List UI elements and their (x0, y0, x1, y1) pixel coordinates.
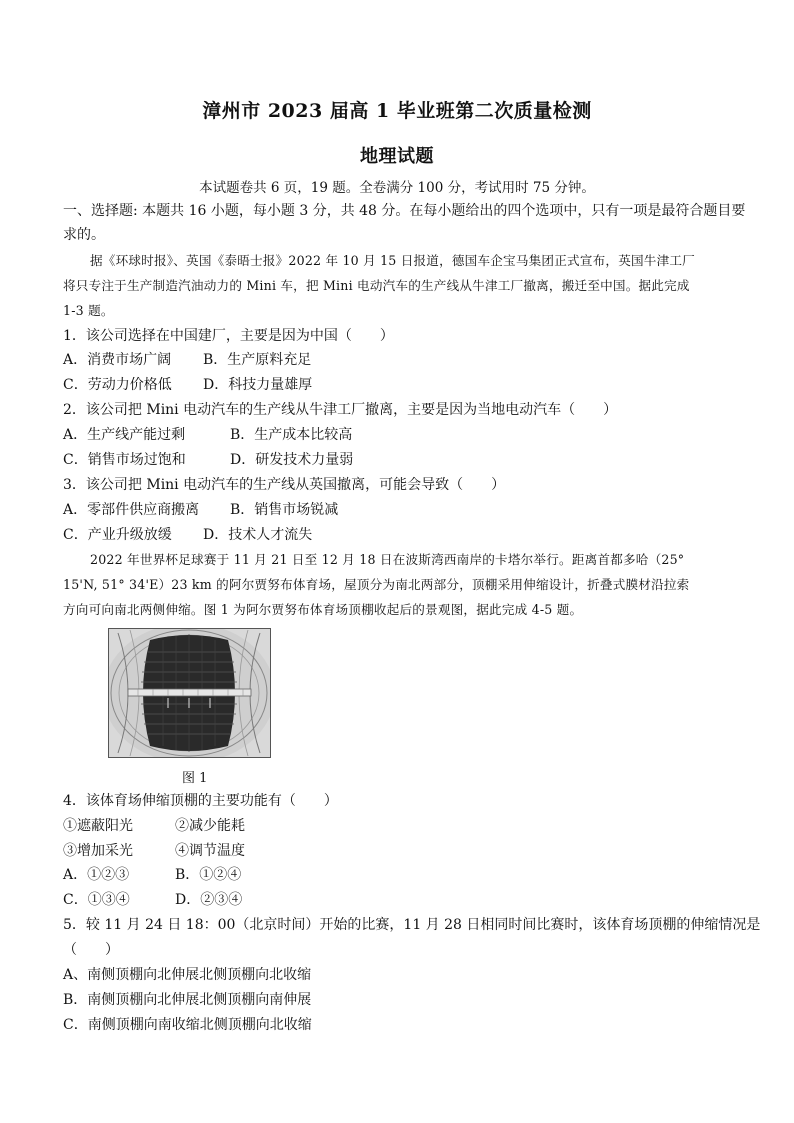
q1-option-a: A．消费市场广阔 (63, 352, 172, 368)
q2-option-a: A．生产线产能过剩 (63, 427, 186, 443)
q2-option-c: C．销售市场过饱和 (63, 452, 186, 468)
q3-option-a: A．零部件供应商搬离 (63, 502, 200, 518)
passage1-line3: 1-3 题。 (63, 303, 114, 318)
passage1-line2: 将只专注于生产制造汽油动力的 Mini 车，把 Mini 电动汽车的生产线从牛津工厂撤离，搬迁至中国。据此完成 (63, 278, 690, 293)
q5-option-b: B．南侧顶棚向北伸展北侧顶棚向南伸展 (63, 992, 312, 1008)
q2-stem: 2．该公司把 Mini 电动汽车的生产线从牛津工厂撤离，主要是因为当地电动汽车（ ） (63, 402, 618, 418)
passage2-line1: 2022 年世界杯足球赛于 11 月 21 日至 12 月 18 日在波斯湾西南岸的卡塔尔举行。距离首都多哈（25° (90, 552, 685, 567)
q5-stem-cont: （ ） (63, 942, 119, 958)
q4-option-b: B．①②④ (175, 867, 242, 883)
q4-option-a: A．①②③ (63, 867, 130, 883)
q3-option-d: D．技术人才流失 (203, 527, 313, 543)
q4-item-4: ④调节温度 (175, 843, 245, 859)
q4-option-d: D．②③④ (175, 892, 243, 908)
q2-option-b: B．生产成本比较高 (230, 427, 353, 443)
q1-option-b: B．生产原料充足 (203, 352, 312, 368)
figure-caption: 图 1 (182, 771, 208, 786)
stadium-roof-illustration (108, 628, 271, 758)
q4-stem: 4．该体育场伸缩顶棚的主要功能有（ ） (63, 793, 338, 809)
q3-stem: 3．该公司把 Mini 电动汽车的生产线从英国撤离，可能会导致（ ） (63, 477, 506, 493)
stadium-roof-photo (108, 628, 271, 758)
passage2-line2: 15'N, 51° 34'E）23 km 的阿尔贾努布体育场，屋顶分为南北两部分，顶棚采用伸缩设计，折叠式膜材沿拉索 (63, 577, 690, 592)
q4-item-3: ③增加采光 (63, 843, 133, 859)
q1-stem: 1．该公司选择在中国建厂，主要是因为中国（ ） (63, 328, 394, 344)
q5-option-a: A、南侧顶棚向北伸展北侧顶棚向北收缩 (63, 967, 312, 983)
q3-option-b: B．销售市场锐减 (230, 502, 339, 518)
section-heading-cont: 求的。 (63, 227, 105, 243)
passage2-line3: 方向可向南北两侧伸缩。图 1 为阿尔贾努布体育场顶棚收起后的景观图，据此完成 4-5 题。 (63, 602, 583, 617)
q4-item-1: ①遮蔽阳光 (63, 818, 133, 834)
section-heading: 一、选择题: 本题共 16 小题，每小题 3 分，共 48 分。在每小题给出的四个选项中，只有一项是最符合题目要 (63, 203, 746, 219)
q1-option-c: C．劳动力价格低 (63, 377, 172, 393)
exam-title: 漳州市 2023 届高 1 毕业班第二次质量检测 (202, 100, 592, 122)
exam-note: 本试题卷共 6 页，19 题。全卷满分 100 分，考试用时 75 分钟。 (199, 180, 595, 196)
subject-title: 地理试题 (360, 146, 434, 167)
q1-option-d: D．科技力量雄厚 (203, 377, 313, 393)
q5-stem: 5．较 11 月 24 日 18：00（北京时间）开始的比赛，11 月 28 日相同时间比赛时，该体育场顶棚的伸缩情况是 (63, 917, 761, 933)
passage1-line1: 据《环球时报》、英国《泰晤士报》2022 年 10 月 15 日报道，德国车企宝马集团正式宣布，英国牛津工厂 (90, 253, 695, 268)
q3-option-c: C．产业升级放缓 (63, 527, 172, 543)
q5-option-c: C．南侧顶棚向南收缩北侧顶棚向北收缩 (63, 1017, 312, 1033)
q2-option-d: D．研发技术力量弱 (230, 452, 354, 468)
q4-option-c: C．①③④ (63, 892, 130, 908)
q4-item-2: ②减少能耗 (175, 818, 245, 834)
